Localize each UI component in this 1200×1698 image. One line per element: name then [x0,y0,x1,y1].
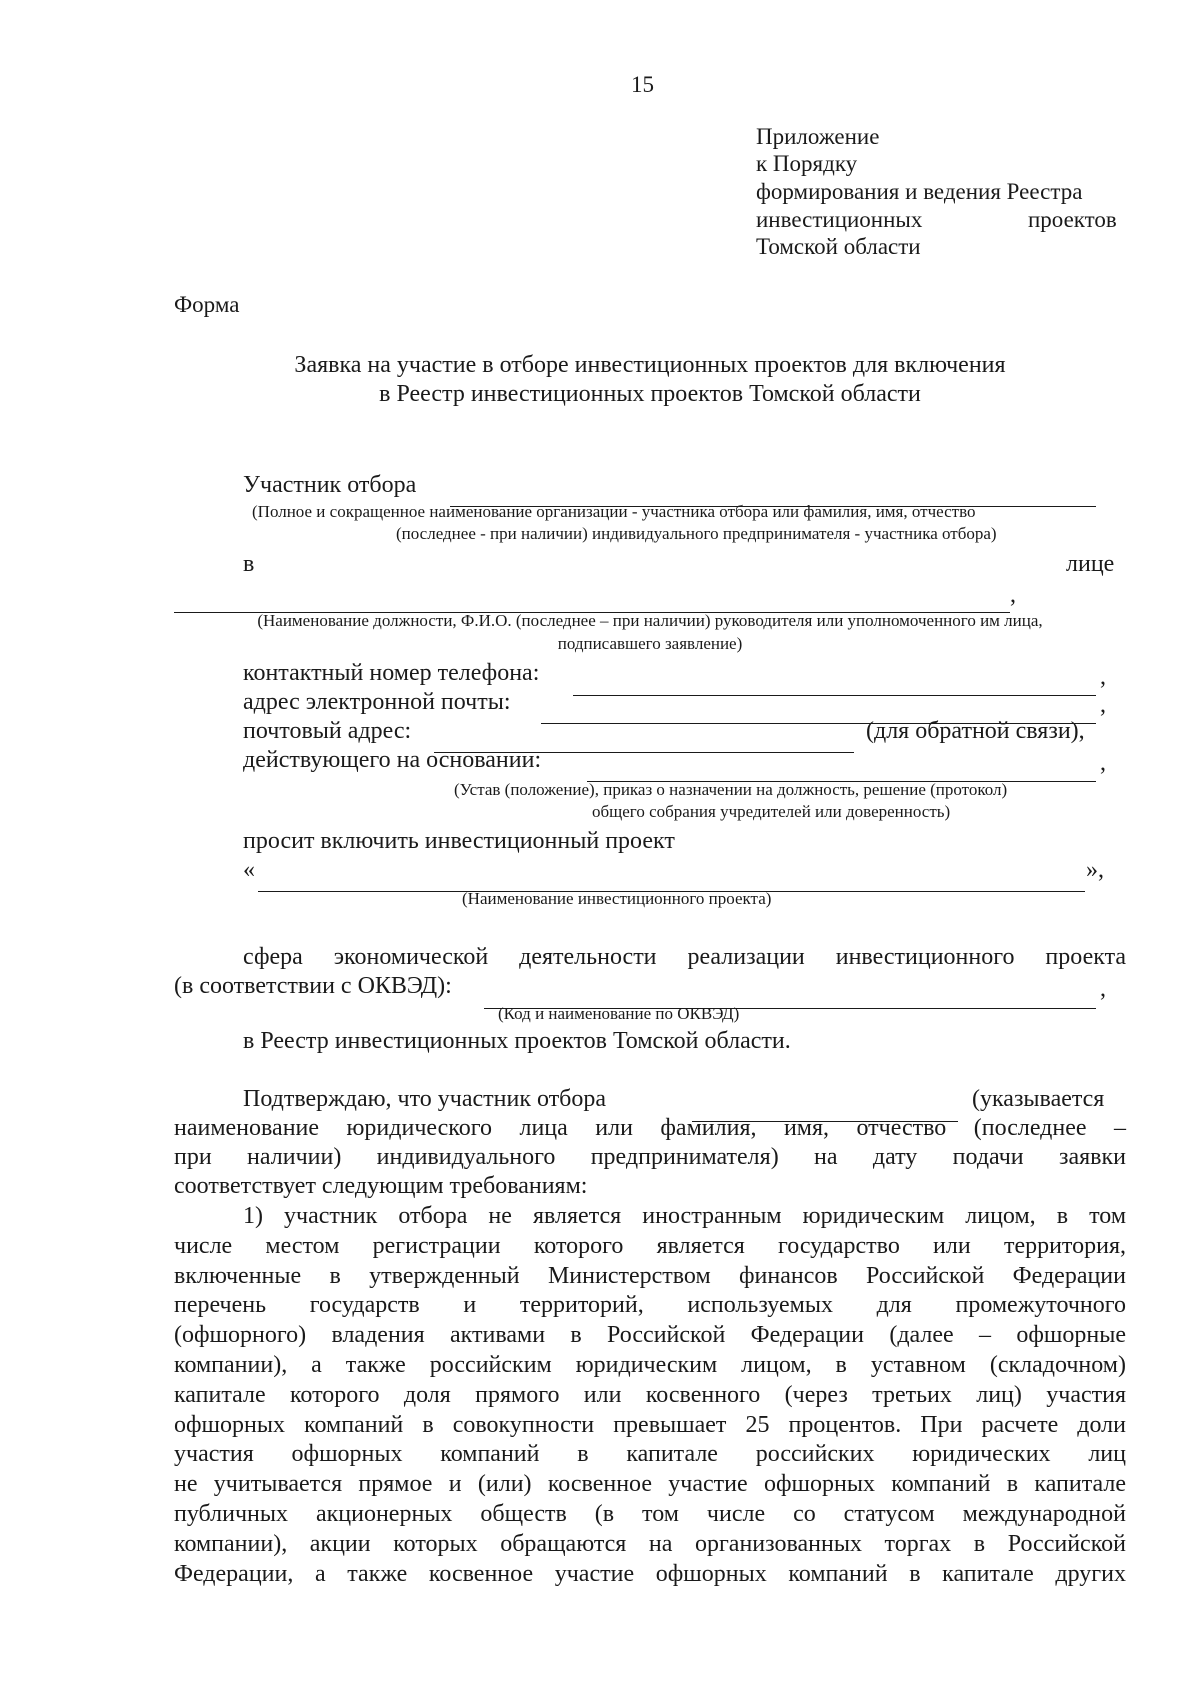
postal-label: почтовый адрес: [243,718,412,744]
registry-line: в Реестр инвестиционных проектов Томской области. [243,1028,791,1054]
confirm-line: при наличии) индивидуального предпринимателя) на дату подачи заявки [174,1144,1126,1170]
sphere-okved-label: (в соответствии с ОКВЭД): [174,973,452,999]
comma: , [1100,692,1106,718]
comma: , [1100,976,1106,1002]
appendix-line: инвестиционных [756,207,923,232]
comma: , [1100,664,1106,690]
request-label: просит включить инвестиционный проект [243,828,675,854]
item1-line: не учитывается прямое и (или) косвенное участие офшорных компаний в капитале [174,1471,1126,1498]
appendix-line: Приложение [756,124,880,149]
item1-line: включенные в утвержденный Министерством финансов Российской Федерации [174,1262,1126,1289]
item1-line: Федерации, а также косвенное участие офшорных компаний в капитале других [174,1560,1126,1587]
basis-hint-line2: общего собрания учредителей или доверенность) [592,802,951,821]
page-number: 15 [631,72,654,97]
comma: , [1100,750,1106,776]
item1-paragraph [174,1202,1126,1589]
sphere-line1: сфера экономической деятельности реализации инвестиционного проекта [243,944,1126,970]
appendix-line: Томской области [756,234,921,259]
head-hint-line1: (Наименование должности, Ф.И.О. (последнее – при наличии) руководителя или уполномоченного им лица, [257,611,1043,630]
okved-hint: (Код и наименование по ОКВЭД) [498,1004,740,1023]
project-hint: (Наименование инвестиционного проекта) [462,889,772,908]
appendix-line: формирования и ведения Реестра [756,179,1083,204]
open-quote: « [243,857,255,883]
document-title-line1: Заявка на участие в отборе инвестиционных проектов для включения [294,352,1006,378]
item1-line: публичных акционерных обществ (в том числе со статусом международной [174,1500,1126,1527]
participant-hint-line2: (последнее - при наличии) индивидуального предпринимателя - участника отбора) [396,524,997,543]
appendix-line: проектов [1028,207,1117,232]
phone-field[interactable] [573,683,1096,701]
appendix-line: к Порядку [756,151,858,176]
item1-line: числе местом регистрации которого является государство или территория, [174,1232,1126,1259]
head-hint-line2: подписавшего заявление) [557,634,743,653]
item1-line: компании), а также российским юридическим лицом, в уставном (складочном) [174,1351,1126,1378]
item1-line: (офшорного) владения активами в Российской Федерации (далее – офшорные [174,1322,1126,1349]
basis-hint-line1: (Устав (положение), приказ о назначении на должность, решение (протокол) [454,780,1008,799]
item1-line: компании), акции которых обращаются на организованных торгах в Российской [174,1530,1126,1557]
document-title-line2: в Реестр инвестиционных проектов Томской области [379,381,921,407]
face-word: лице [1066,551,1115,577]
email-label: адрес электронной почты: [243,689,511,715]
basis-label: действующего на основании: [243,747,542,773]
confirm-line1-end: (указывается [972,1086,1105,1112]
confirm-line: соответствует следующим требованиям: [174,1173,588,1199]
confirm-line: наименование юридического лица или фамилия, имя, отчество (последнее – [174,1115,1126,1141]
confirm-line1-start: Подтверждаю, что участник отбора [243,1086,607,1112]
comma: , [1010,582,1016,608]
item1-line: офшорных компаний в совокупности превышает 25 процентов. При расчете доли [174,1411,1126,1438]
item1-line: участия офшорных компаний в капитале российских юридических лиц [174,1441,1126,1468]
item1-line: капитале которого доля прямого или косвенного (через третьих лиц) участия [174,1381,1126,1408]
in-word: в [243,551,255,577]
participant-hint-line1: (Полное и сокращенное наименование организации - участника отбора или фамилия, имя, отчество [252,502,976,521]
postal-suffix: (для обратной связи), [866,718,1085,744]
close-quote: », [1086,857,1104,883]
item1-line: перечень государств и территорий, используемых для промежуточного [174,1292,1126,1319]
phone-label: контактный номер телефона: [243,660,540,686]
participant-label: Участник отбора [243,472,417,498]
item1-line: 1) участник отбора не является иностранным юридическим лицом, в том [243,1203,1126,1229]
form-label: Форма [174,292,240,317]
